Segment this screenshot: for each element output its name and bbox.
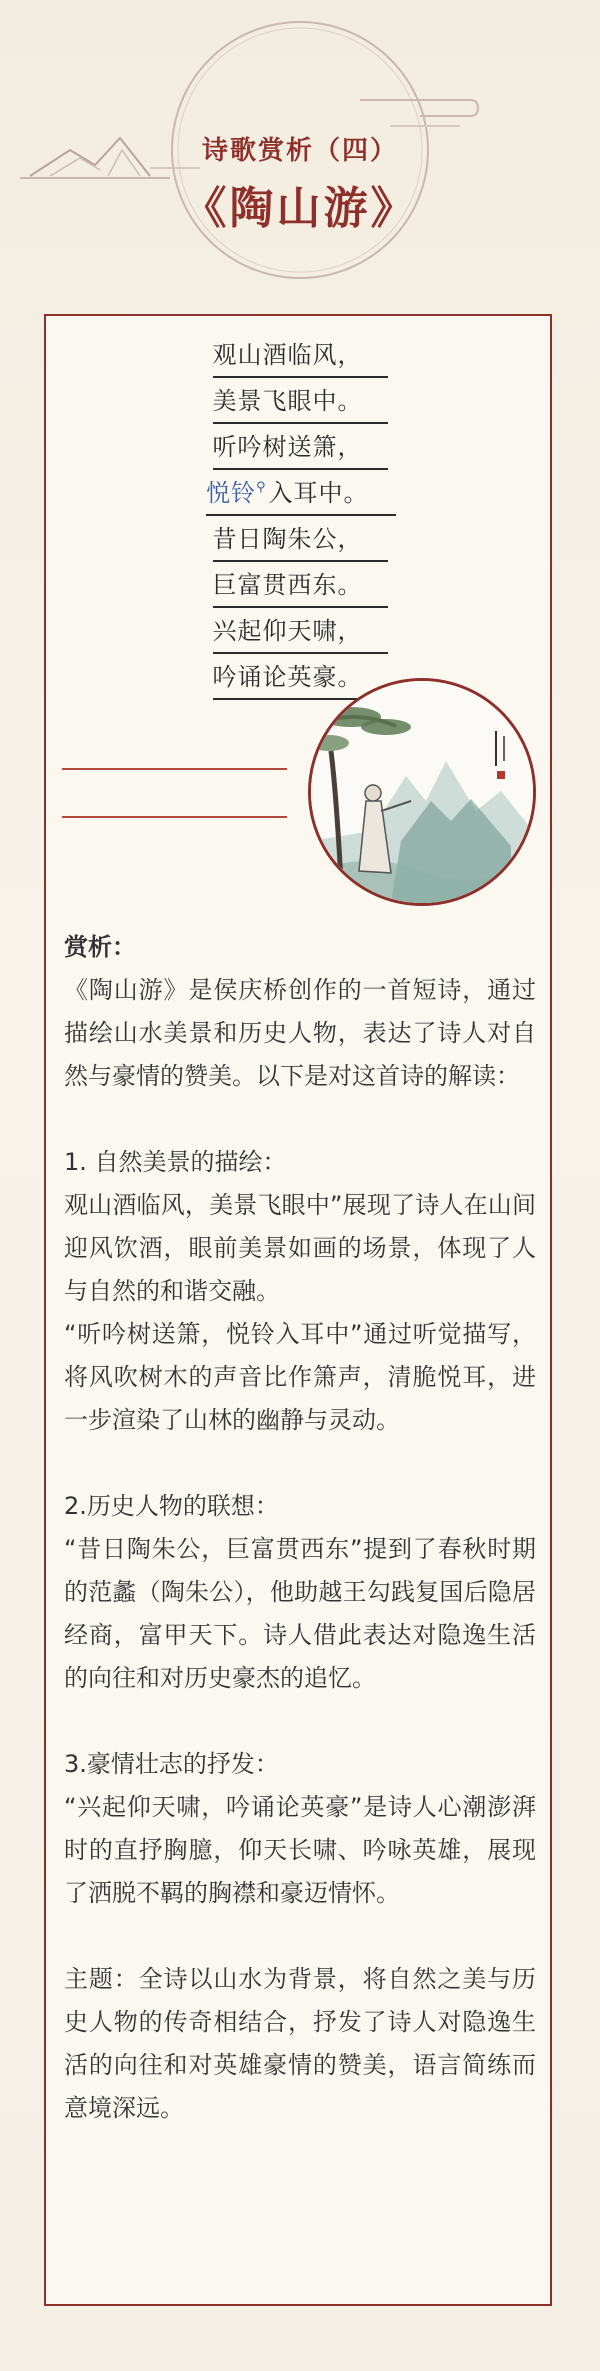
poem-line: 昔日陶朱公，: [213, 520, 388, 562]
poem-line: 观山酒临风，: [213, 336, 388, 378]
paragraph: 观山酒临风，美景飞眼中”展现了诗人在山间迎风饮酒，眼前美景如画的场景，体现了人与自然的和谐交融。: [64, 1191, 536, 1305]
paragraph: “听吟树送箫，悦铃入耳中”通过听觉描写，将风吹树木的声音比作箫声，清脆悦耳，进一步渲染了山林的幽静与灵动。: [64, 1320, 536, 1434]
poem-line: 兴起仰天啸，: [213, 612, 388, 654]
divider-line: [62, 816, 287, 818]
poem: [46, 336, 554, 704]
poem-line: 美景飞眼中。: [213, 382, 388, 424]
section-title: 1. 自然美景的描绘：: [64, 1148, 287, 1176]
content-panel: [44, 314, 552, 2306]
search-link-word[interactable]: 悦铃: [206, 479, 256, 507]
poem-line: 悦铃⚲入耳中。: [206, 474, 396, 516]
analysis-heading: 赏析：: [64, 933, 136, 961]
analysis: [64, 926, 536, 2130]
poem-line: 巨富贯西东。: [213, 566, 388, 608]
poem-line: 吟诵论英豪。: [213, 658, 388, 700]
paragraph: “昔日陶朱公，巨富贯西东”提到了春秋时期的范蠡（陶朱公），他助越王勾践复国后隐居经商，富甲天下。诗人借此表达对隐逸生活的向往和对历史豪杰的追忆。: [64, 1535, 536, 1692]
section-title: 3.豪情壮志的抒发：: [64, 1750, 279, 1778]
theme-paragraph: 主题：全诗以山水为背景，将自然之美与历史人物的传奇相结合，抒发了诗人对隐逸生活的向往和对英雄豪情的赞美，语言简练而意境深远。: [64, 1965, 536, 2122]
divider-line: [62, 768, 287, 770]
analysis-intro: 《陶山游》是侯庆桥创作的一首短诗，通过描绘山水美景和历史人物，表达了诗人对自然与豪情的赞美。以下是对这首诗的解读：: [64, 976, 536, 1090]
page-title: 《陶山游》: [182, 183, 418, 234]
section-title: 2.历史人物的联想：: [64, 1492, 279, 1520]
page-subtitle: 诗歌赏析（四）: [201, 136, 398, 166]
painting-icon: [311, 681, 533, 903]
paragraph: “兴起仰天啸，吟诵论英豪”是诗人心潮澎湃时的直抒胸臆，仰天长啸、吟咏英雄，展现了洒脱不羁的胸襟和豪迈情怀。: [64, 1793, 536, 1907]
header: [0, 0, 600, 310]
landscape-painting: [308, 678, 536, 906]
poem-line: 听吟树送箫，: [213, 428, 388, 470]
search-icon[interactable]: ⚲: [256, 480, 267, 495]
